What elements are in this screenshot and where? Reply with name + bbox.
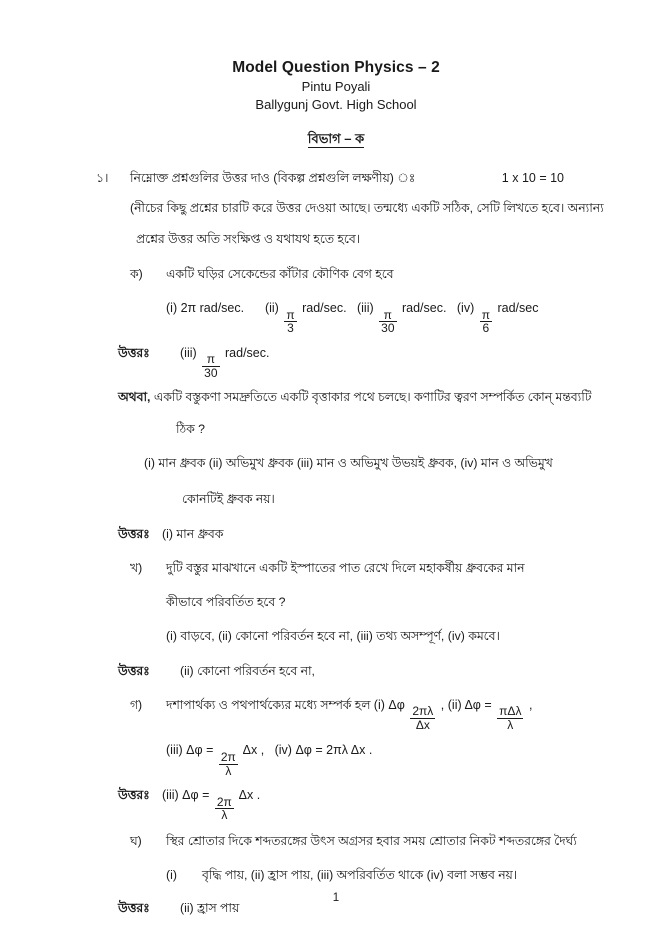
question-1-instruction: [96, 193, 620, 255]
item-ka-text: একটি ঘড়ির সেকেন্ডের কাঁটার কৌণিক বেগ হবে: [166, 267, 394, 281]
option-i-marker: (i): [166, 867, 177, 882]
option-iii-lead: Δφ =: [186, 743, 214, 758]
option-iii-fraction: $\frac{2\pi}{\lambda}$: [220, 749, 236, 778]
answer-label: উত্তরঃ: [118, 345, 150, 360]
option-iii-marker: (iii): [166, 743, 183, 758]
item-gha-options-text: বৃদ্ধি পায়, (ii) হ্রাস পায়, (iii) অপরিবর্তিত থাকে (iv) বলা সম্ভব নয়।: [202, 867, 518, 882]
item-ka-alternate-options-1: (i) মান ধ্রুবক (ii) অভিমুখ ধ্রুবক (iii) মান ও অভিমুখ উভয়ই ধ্রুবক, (iv) মান ও অভিমুখ: [144, 455, 553, 470]
item-ga-options-line-2: [96, 733, 620, 777]
option-i-marker: (i): [373, 697, 385, 712]
option-iii-marker: (iii): [356, 301, 374, 315]
alternate-line-1: একটি বস্তুকণা সমদ্রুতিতে একটি বৃত্তাকার পথে চলছে। কণাটির ত্বরণ সম্পর্কিত কোন্ মন্তব্যটি: [153, 389, 592, 404]
answer-tail: Δx .: [238, 788, 261, 803]
question-1-row: [96, 163, 620, 193]
item-ga-text: দশাপার্থক্য ও পথপার্থক্যের মধ্যে সম্পর্ক হল: [166, 697, 371, 712]
item-ka-alternate-options-2: কোনটিই ধ্রুবক নয়।: [182, 491, 275, 506]
option-ii-marker: (ii): [447, 697, 462, 712]
item-kha-label: খ): [130, 560, 143, 575]
item-kha-answer: [96, 656, 620, 686]
item-ga-answer: [96, 780, 620, 822]
item-ka-options: [96, 291, 620, 335]
item-gha-options: [96, 860, 620, 890]
option-ii-marker: (ii): [264, 301, 279, 315]
item-ka: [96, 259, 620, 289]
option-i-value: 2π rad/sec.: [180, 301, 245, 315]
option-ii-fraction: $\frac{\text{πΔλ}}{\lambda}$: [499, 704, 522, 732]
option-ii-lead: Δφ =: [464, 697, 492, 712]
option-i-lead: Δφ: [388, 697, 405, 712]
document-header: [0, 58, 672, 114]
answer-choice: (iii): [180, 345, 197, 360]
item-kha-options: (i) বাড়বে, (ii) কোনো পরিবর্তন হবে না, (iii) তথ্য অসম্পূর্ণ, (iv) কমবে।: [166, 628, 500, 643]
option-i-tail: ,: [440, 697, 445, 712]
option-iv-marker: (iv): [274, 743, 292, 758]
item-ka-alternate: [96, 382, 620, 412]
item-ka-answer: [96, 338, 620, 380]
option-i-marker: (i): [166, 301, 178, 315]
answer-fraction: $\frac{2\pi}{\lambda}$: [216, 794, 232, 823]
option-ii-fraction: $\frac{\pi}{3}$: [286, 307, 295, 336]
option-iii-unit: rad/sec.: [401, 301, 447, 315]
answer-value: [162, 780, 620, 822]
option-ii-unit: rad/sec.: [302, 301, 347, 315]
school-name: Ballygunj Govt. High School: [255, 97, 417, 112]
answer-label: উত্তরঃ: [118, 526, 150, 541]
item-ka-alternate-line2: ঠিক ?: [176, 421, 205, 436]
item-gha: [96, 826, 620, 856]
answer-value: (ii) হ্রাস পায়: [180, 900, 240, 915]
answer-value: (i) মান ধ্রুবক: [162, 526, 224, 541]
item-gha-label: ঘ): [130, 833, 142, 848]
item-kha: [96, 553, 620, 583]
answer-fraction: $\frac{\pi}{30}$: [204, 352, 218, 380]
answer-value: [180, 338, 620, 380]
option-iv-value: Δφ = 2πλ Δx .: [295, 743, 373, 758]
answer-label: উত্তরঃ: [118, 788, 150, 803]
item-ga-label: গ): [130, 697, 143, 712]
page-number: 1: [332, 892, 340, 904]
question-1-number: ১।: [96, 171, 109, 185]
item-kha-text-line-2: কীভাবে পরিবর্তিত হবে ?: [166, 594, 286, 609]
item-gha-text: স্থির শ্রোতার দিকে শব্দতরঙ্গের উৎস অগ্রসর হবার সময় শ্রোতার নিকট শব্দতরঙ্গের দৈর্ঘ্য: [166, 833, 577, 848]
instruction-line-2: প্রশ্নের উত্তর অতি সংক্ষিপ্ত ও যথাযথ হতে হবে।: [136, 232, 361, 246]
section-heading-text: বিভাগ – ক: [307, 131, 365, 146]
answer-unit: rad/sec.: [225, 345, 270, 360]
section-heading: [0, 130, 672, 151]
answer-lead: Δφ =: [182, 788, 210, 803]
page-title: Model Question Physics – 2: [232, 59, 440, 76]
author-name: Pintu Poyali: [301, 79, 371, 94]
question-1-prompt: নিম্নোক্ত প্রশ্নগুলির উত্তর দাও (বিকল্প প্রশ্নগুলি লক্ষণীয়) ঃ: [130, 171, 416, 185]
option-ii-tail: ,: [528, 697, 533, 712]
item-ka-alternate-answer: [96, 519, 620, 549]
item-ka-label: ক): [130, 267, 143, 281]
instruction-line-1: (নীচের কিছু প্রশ্নের চারটি করে উত্তর দেওয়া আছে। তন্মধ্যে একটি সঠিক, সেটি লিখতে হবে। অন্যান্য: [130, 201, 604, 215]
option-i-fraction: $\frac{2\pi\lambda}{\Delta x}$: [412, 704, 434, 732]
option-iv-fraction: $\frac{\pi}{6}$: [481, 307, 490, 336]
document-page: [0, 58, 672, 928]
item-ga: [96, 690, 620, 732]
option-iv-marker: (iv): [456, 301, 475, 315]
item-ga-options-inline: [373, 697, 533, 732]
question-1-marks: 1 x 10 = 10: [501, 171, 564, 185]
option-iv-unit: rad/sec: [497, 301, 539, 315]
alternate-keyword: অথবা,: [118, 389, 151, 404]
answer-choice: (iii): [162, 788, 179, 803]
option-iii-fraction: $\frac{\pi}{30}$: [381, 307, 395, 336]
answer-label: উত্তরঃ: [118, 900, 150, 915]
item-kha-text-line-1: দুটি বস্তুর মাঝখানে একটি ইস্পাতের পাত রেখে দিলে মহাকর্ষীয় ধ্রুবকের মান: [166, 560, 525, 575]
answer-value: (ii) কোনো পরিবর্তন হবে না,: [180, 663, 315, 678]
option-iii-tail: Δx ,: [242, 743, 265, 758]
question-body: [0, 163, 672, 923]
answer-label: উত্তরঃ: [118, 663, 150, 678]
